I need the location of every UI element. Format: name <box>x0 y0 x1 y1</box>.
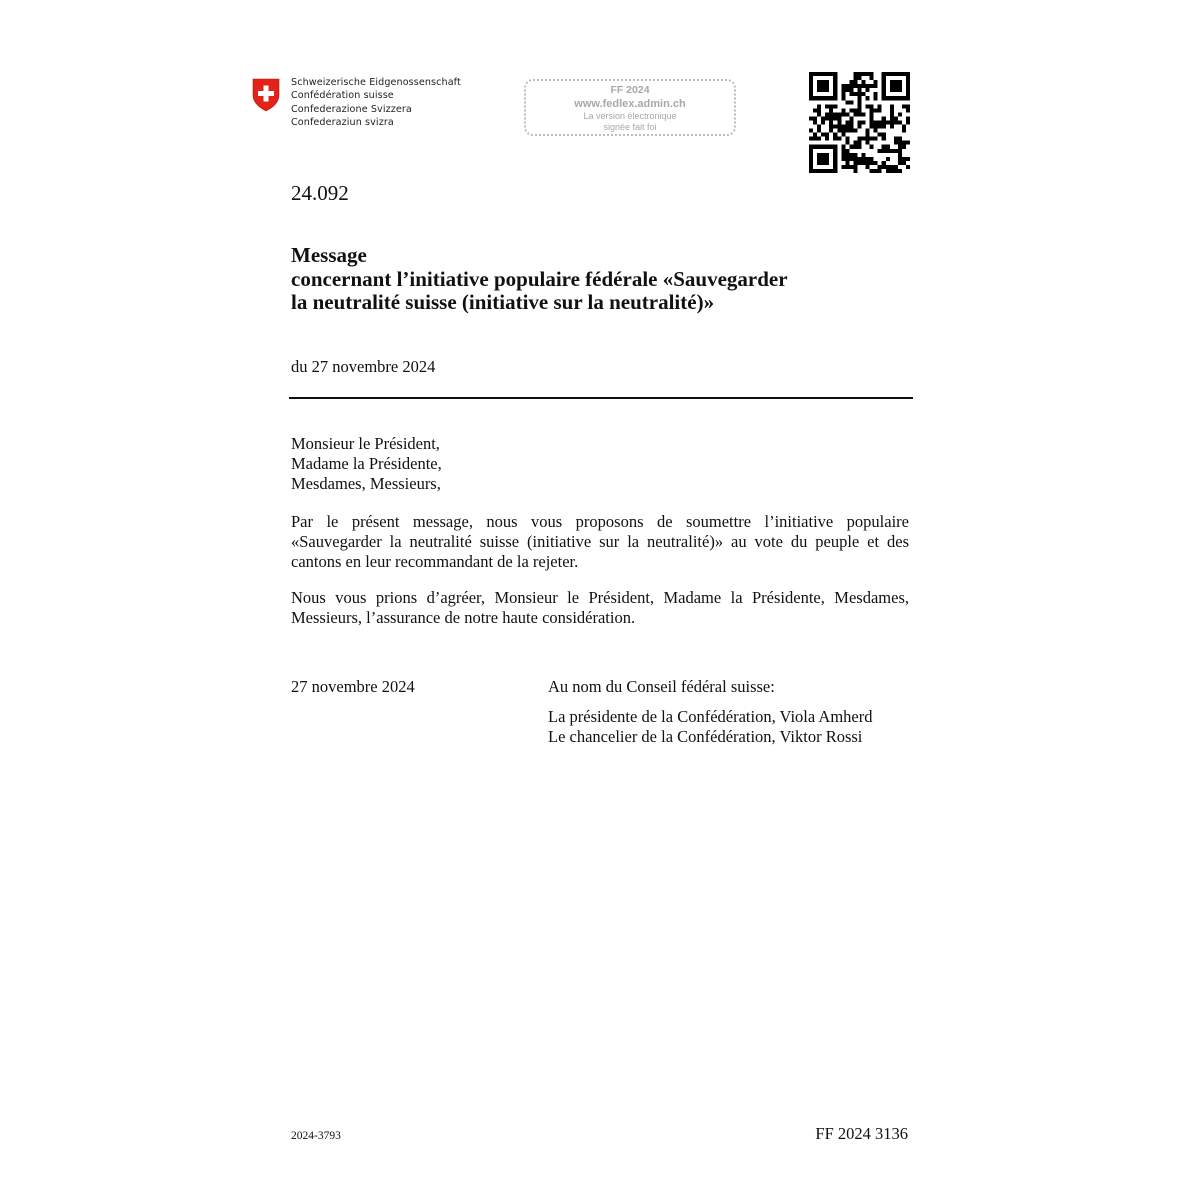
signatory-president: La présidente de la Confédération, Viola Amherd <box>548 707 873 726</box>
signature-block <box>548 677 872 747</box>
signing-date: 27 novembre 2024 <box>291 677 415 696</box>
footer-page-reference: FF 2024 3136 <box>815 1124 908 1143</box>
footer-document-id: 2024-3793 <box>291 1130 341 1142</box>
stamp-note-line1: La version électronique <box>583 111 677 121</box>
title-line: la neutralité suisse (initiative sur la neutralité)» <box>291 290 715 314</box>
stamp-note-line2: signée fait foi <box>603 122 657 132</box>
signature-heading: Au nom du Conseil fédéral suisse: <box>548 677 775 696</box>
stamp-reference: FF 2024 <box>610 84 650 96</box>
confederation-logo <box>252 76 461 130</box>
title-line: concernant l’initiative populaire fédérale «Sauvegarder <box>291 266 788 291</box>
confederation-name-de: Schweizerische Eidgenossenschaft <box>291 77 461 88</box>
document-title <box>291 244 911 315</box>
confederation-name-fr: Confédération suisse <box>291 90 394 102</box>
salutation <box>291 434 909 494</box>
horizontal-divider <box>289 397 913 399</box>
swiss-cross-shield-icon <box>252 78 280 112</box>
salutation-line: Madame la Présidente, <box>291 454 442 473</box>
document-date: du 27 novembre 2024 <box>291 357 436 376</box>
signatory-chancellor: Le chancelier de la Confédération, Viktor Rossi <box>548 727 863 746</box>
body-paragraph-proposal: Par le présent message, nous vous proposons de soumettre l’initiative populaire «Sauvegarder la neutralité suisse (initiative sur la neutralité)» au vote du peuple et des cantons en leur recommandant de la rejeter. <box>291 512 909 571</box>
document-number: 24.092 <box>291 181 349 205</box>
confederation-names <box>291 76 461 130</box>
salutation-line: Mesdames, Messieurs, <box>291 474 441 493</box>
confederation-name-rm: Confederaziun svizra <box>291 117 394 129</box>
salutation-line: Monsieur le Président, <box>291 434 440 453</box>
stamp-url[interactable]: www.fedlex.admin.ch <box>574 98 686 110</box>
qr-code-icon[interactable] <box>809 72 910 173</box>
confederation-name-it: Confederazione Svizzera <box>291 103 412 115</box>
body-paragraph-closing: Nous vous prions d’agréer, Monsieur le Président, Madame la Présidente, Mesdames, Messieurs, l’assurance de notre haute considération. <box>291 588 909 627</box>
electronic-signature-stamp <box>524 79 736 136</box>
title-line: Message <box>291 243 367 267</box>
